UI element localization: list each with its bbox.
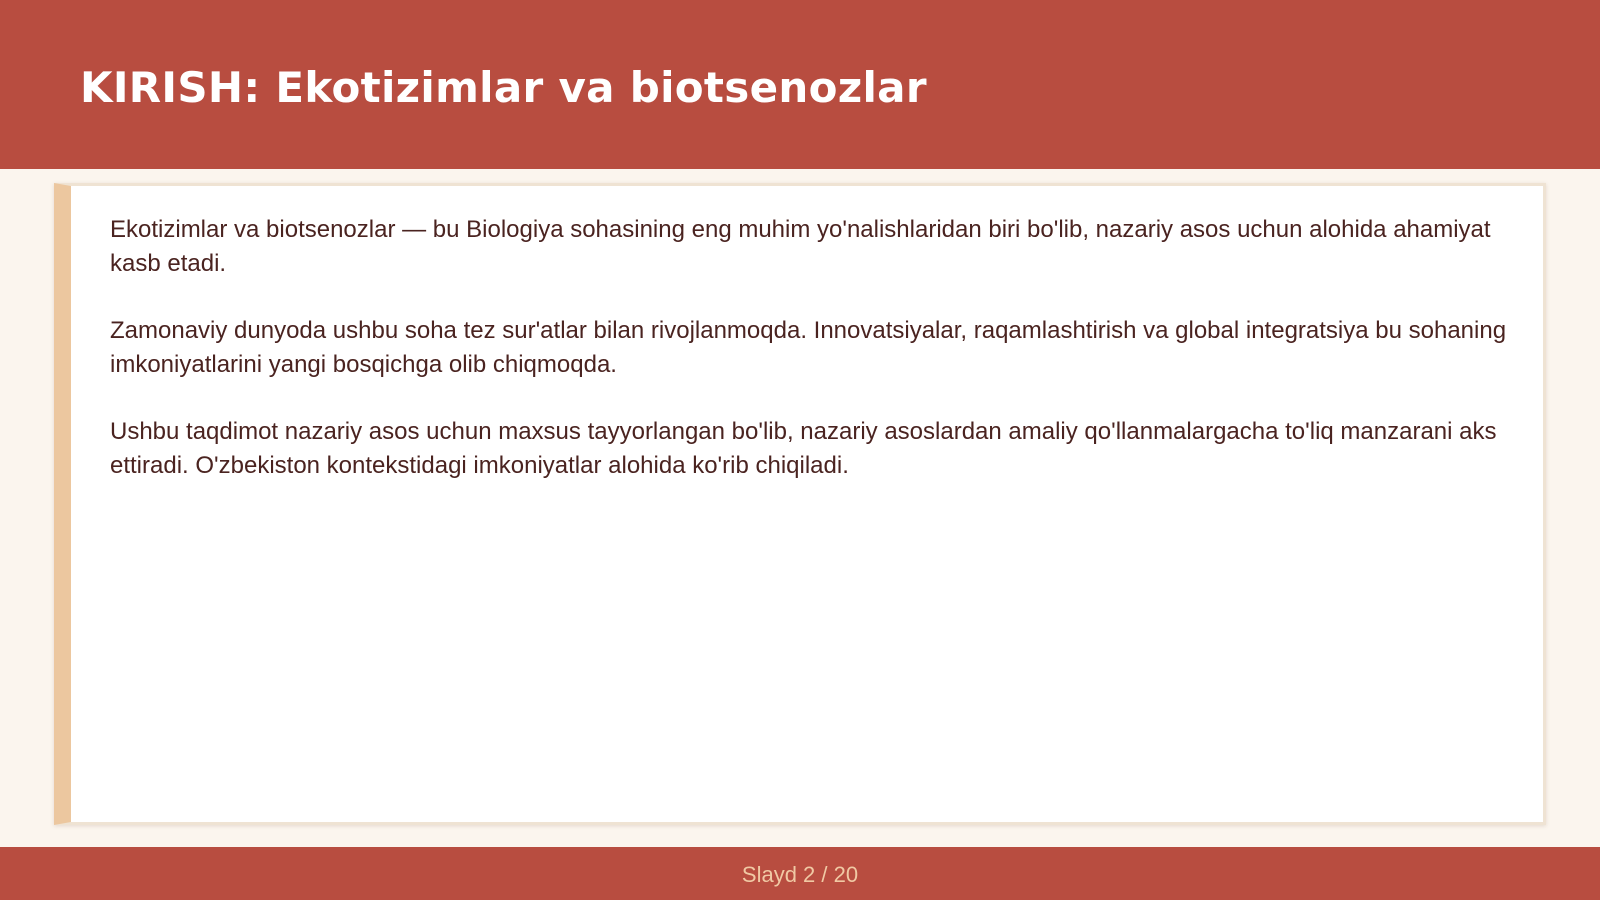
paragraph-presentation-purpose: Ushbu taqdimot nazariy asos uchun maxsus tayyorlangan bo'lib, nazariy asoslardan amaliy qo'llanmalargacha to'liq manzarani aks ettiradi. O'zbekiston kontekstidagi imkoniyatlar alohida ko'rib chiqiladi. <box>110 418 1497 479</box>
slide-number: Slayd 2 / 20 <box>741 862 859 887</box>
content-card <box>54 183 1546 825</box>
slide-title: KIRISH: Ekotizimlar va biotsenozlar <box>80 63 927 112</box>
slide-footer <box>0 847 1600 900</box>
paragraph-modern-world: Zamonaviy dunyoda ushbu soha tez sur'atlar bilan rivojlanmoqda. Innovatsiyalar, raqamlashtirish va global integratsiya bu sohaning imkoniyatlarini yangi bosqichga olib chiqmoqda. <box>110 317 1507 378</box>
content-body <box>110 213 1510 516</box>
paragraph-intro: Ekotizimlar va biotsenozlar — bu Biologiya sohasining eng muhim yo'nalishlaridan biri bo'lib, nazariy asos uchun alohida ahamiyat kasb etadi. <box>110 216 1491 277</box>
slide-header <box>0 0 1600 169</box>
